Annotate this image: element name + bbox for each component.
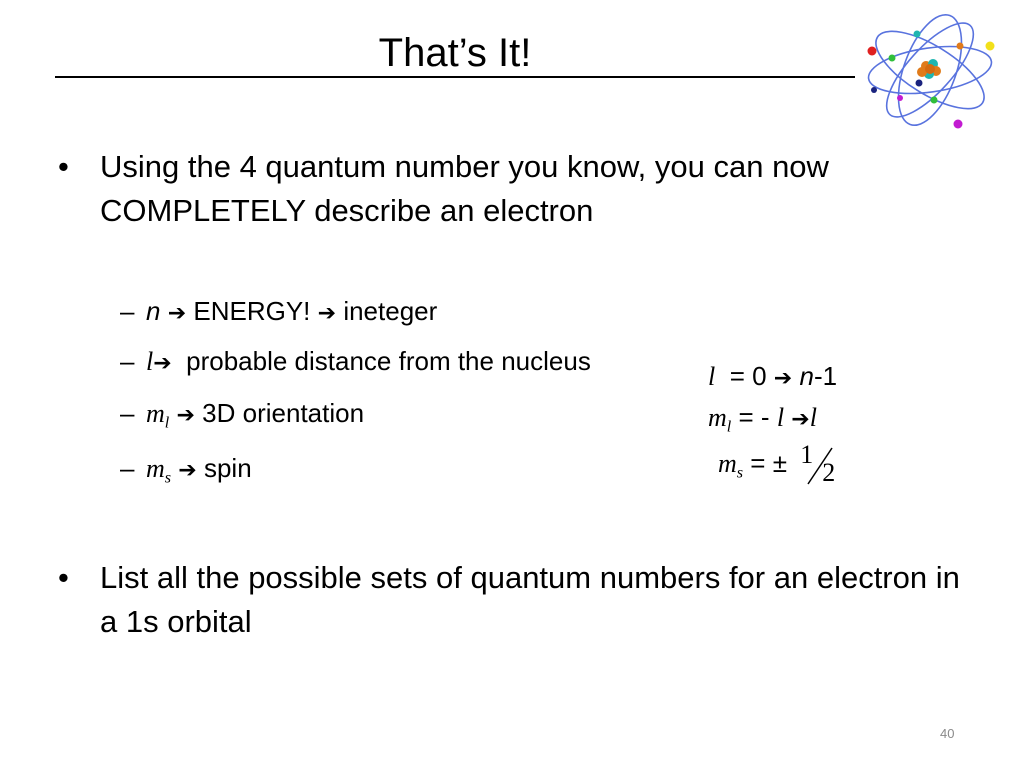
- fraction-one-half: [800, 440, 840, 487]
- dash-mark: –: [120, 346, 135, 376]
- equation-l-range: [708, 361, 837, 394]
- subscript-l: l: [164, 414, 170, 432]
- sub-item-l: [120, 346, 591, 379]
- equation-text: -1: [813, 361, 838, 391]
- arrow-icon: ➔: [773, 366, 793, 391]
- bullet-mark: •: [58, 560, 69, 595]
- sub-item-n: [120, 296, 438, 329]
- equation-text: = 0: [729, 361, 767, 391]
- arrow-icon: ➔: [791, 407, 810, 432]
- symbol-l: l: [146, 347, 154, 376]
- dash-mark: –: [120, 453, 135, 483]
- nucleus: [917, 59, 941, 79]
- arrow-icon: ➔: [176, 403, 195, 428]
- sub-item-ms: [120, 453, 252, 494]
- dash-mark: –: [120, 398, 135, 428]
- bullet-text: Using the 4 quantum number you know, you can now COMPLETELY describe an electron: [100, 149, 829, 228]
- arrow-icon: ➔: [178, 458, 197, 483]
- equation-ms-value: [718, 440, 840, 489]
- fraction-denominator: 2: [822, 458, 836, 487]
- sub-item-text: ENERGY!: [193, 296, 311, 326]
- bullet-text: List all the possible sets of quantum numbers for an electron in a 1s orbital: [100, 560, 960, 639]
- arrow-icon: ➔: [153, 351, 172, 376]
- equation-ml-range: [708, 402, 817, 443]
- dash-mark: –: [120, 296, 135, 326]
- equation-text: = -: [738, 402, 770, 432]
- arrow-icon: ➔: [317, 301, 337, 326]
- symbol-n: n: [146, 296, 161, 326]
- sub-item-ml: [120, 398, 365, 439]
- symbol-m: m: [146, 454, 165, 483]
- bullet-list-quantum-sets: [58, 556, 980, 644]
- symbol-l: l: [809, 403, 817, 432]
- page-number: 40: [940, 726, 955, 741]
- fraction-numerator: 1: [800, 440, 814, 469]
- subscript-s: s: [736, 464, 744, 482]
- symbol-n: n: [799, 361, 814, 391]
- sub-item-text: 3D orientation: [202, 398, 365, 428]
- sub-item-text: spin: [203, 453, 252, 483]
- sub-item-text: probable distance from the nucleus: [186, 346, 591, 376]
- equation-text: = ±: [750, 448, 787, 478]
- bullet-mark: •: [58, 149, 69, 184]
- sub-item-text: ineteger: [343, 296, 438, 326]
- symbol-m: m: [146, 399, 165, 428]
- subscript-l: l: [726, 418, 732, 436]
- atom-icon: [862, 6, 1002, 140]
- arrow-icon: ➔: [167, 301, 187, 326]
- subscript-s: s: [164, 469, 172, 487]
- symbol-l: l: [708, 362, 716, 391]
- symbol-l: l: [776, 403, 785, 432]
- title-underline: [55, 76, 855, 78]
- symbol-m: m: [718, 449, 737, 478]
- symbol-m: m: [708, 403, 727, 432]
- bullet-describe-electron: [58, 145, 920, 233]
- slide-title: That’s It!: [378, 31, 532, 75]
